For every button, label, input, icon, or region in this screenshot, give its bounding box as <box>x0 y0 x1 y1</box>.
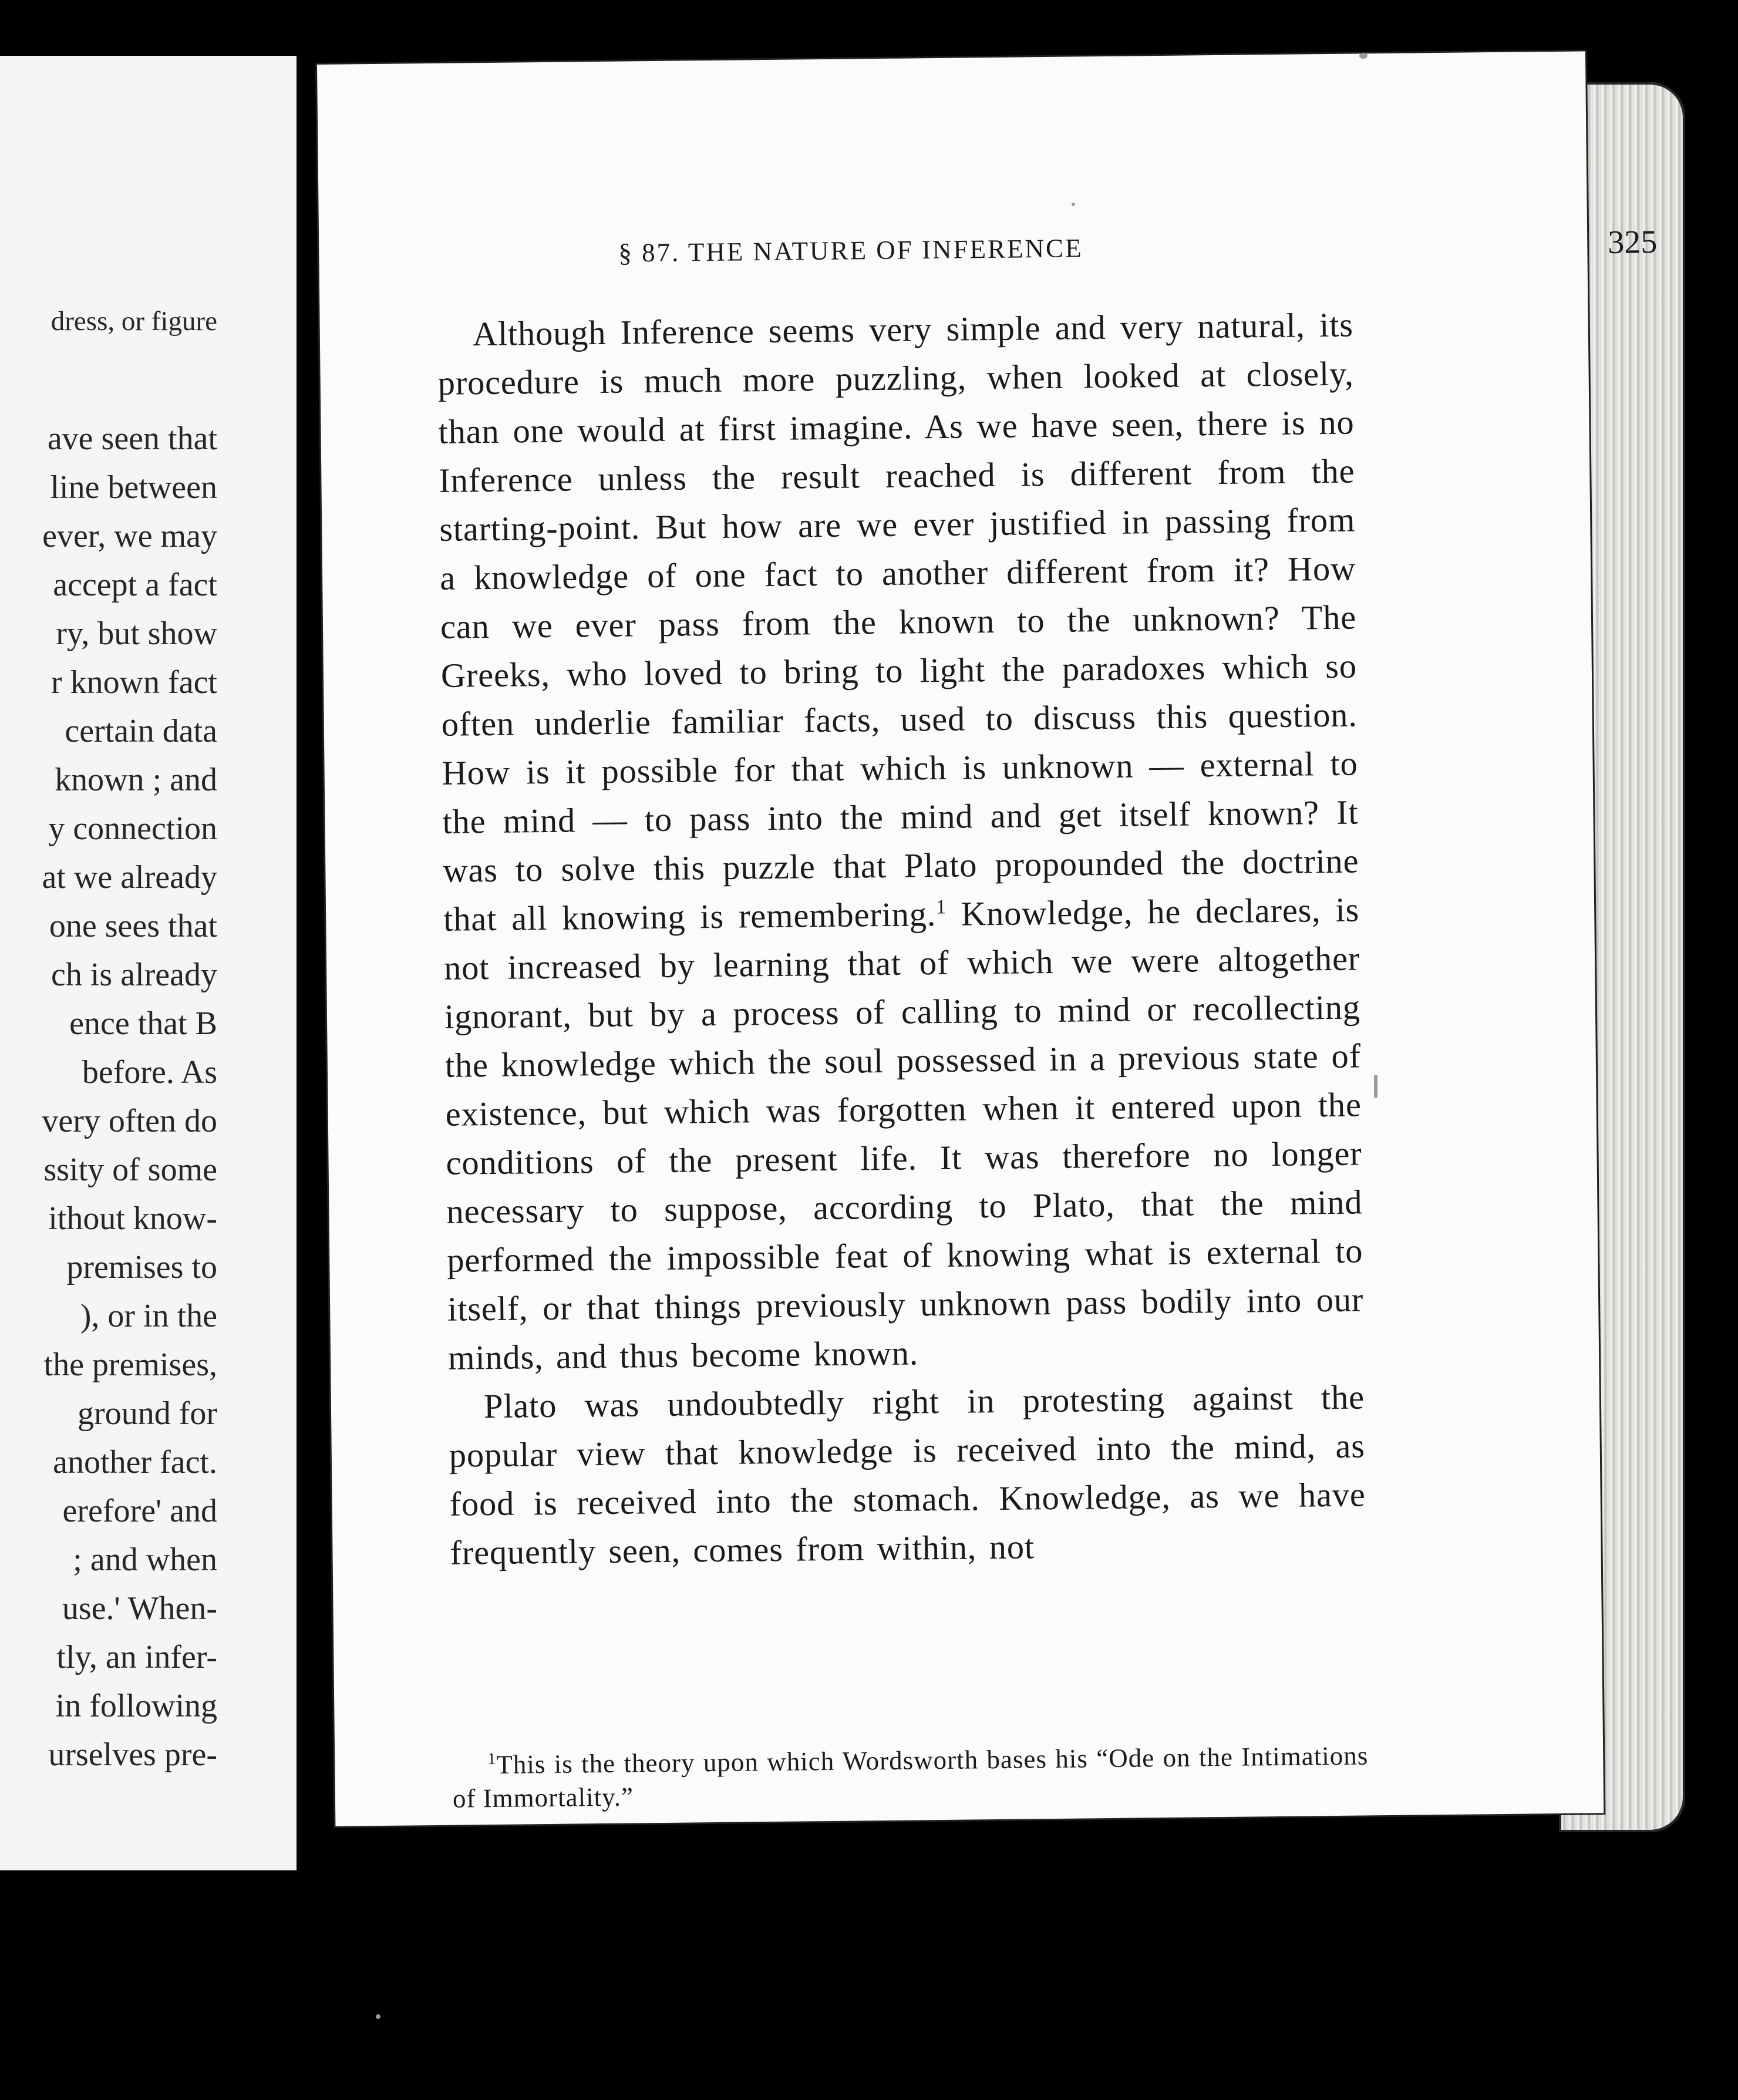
left-page-line: accept a fact <box>53 567 217 603</box>
running-title: § 87. THE NATURE OF INFERENCE <box>618 233 1083 268</box>
left-page-line: known ; and <box>55 762 217 798</box>
right-page <box>317 51 1658 1826</box>
left-page-line: ; and when <box>73 1542 217 1578</box>
left-page-line: tly, an infer- <box>56 1639 217 1675</box>
left-page-line: ave seen that <box>47 420 217 457</box>
footnote-text: This is the theory upon which Wordsworth bases his “Ode on the Intimations of Immortality.” <box>452 1741 1369 1813</box>
left-page-line: r known fact <box>50 664 217 701</box>
left-page-line: y connection <box>48 810 217 847</box>
left-page-line: before. As <box>82 1054 217 1091</box>
left-page-line: another fact. <box>53 1444 217 1480</box>
left-page-line: ever, we may <box>42 518 217 554</box>
scan-speck <box>1374 1075 1377 1098</box>
left-page-line: ), or in the <box>80 1298 217 1334</box>
paragraph-text: Knowledge, he declares, is not increased by learning that of which we were altogether ignorant, but by a process of calling to mind or recollecting the knowledge which the soul possessed in a previous state of existence, but which was forgotten when it entered upon the conditions of the present life. It was therefore no longer necessary to suppose, according to Plato, that the mind performed the impossible feat of knowing what is external to itself, or that things previously unknown pass bodily into our minds, and thus become known. <box>443 890 1364 1377</box>
left-page-line: the premises, <box>43 1347 217 1383</box>
paragraph: Plato was undoubtedly right in protesting against the popular view that knowledge is received into the mind, as food is received into the stomach. Knowledge, as we have frequently seen, comes from within, not <box>449 1378 1366 1572</box>
footnote-reference: 1 <box>935 896 947 918</box>
page-number: 325 <box>1607 224 1658 261</box>
left-page-line: line between <box>50 469 217 506</box>
left-page-line: premises to <box>66 1249 217 1285</box>
left-page-line: erefore' and <box>62 1493 217 1529</box>
left-page-line: ry, but show <box>56 615 217 652</box>
left-page-line: ch is already <box>51 957 217 993</box>
left-page-line: at we already <box>42 859 217 896</box>
left-page-line: in following <box>55 1688 217 1724</box>
footnote <box>452 1739 1369 1815</box>
left-page-line: ence that B <box>69 1005 217 1042</box>
paragraph <box>437 301 1364 1382</box>
left-facing-page <box>0 56 299 1870</box>
left-page-line: ssity of some <box>43 1152 217 1188</box>
paragraph-text: Although Inference seems very simple and very natural, its procedure is much more puzzling, when looked at closely, than one would at first imagine. As we have seen, there is no Inference unless the result reached is different from the starting-point. But how are we ever justified in passing from a knowledge of one fact to another different from it? How can we ever pass from the known to the unknown? The Greeks, who loved to bring to light the paradoxes which so often underlie familiar facts, used to discuss this question. How is it possible for that which is unknown — external to the mind — to pass into the mind and get itself known? It was to solve this puzzle that Plato propounded the doctrine that all knowing is remembering. <box>437 305 1359 938</box>
left-page-line: urselves pre- <box>48 1736 217 1773</box>
body-text <box>437 301 1366 1577</box>
left-page-header: dress, or figure <box>50 306 217 336</box>
left-page-line: use.' When- <box>62 1590 217 1627</box>
left-page-line: certain data <box>65 713 217 749</box>
scan-speck <box>1072 203 1075 206</box>
scan-speck <box>1359 53 1368 59</box>
left-page-line: one sees that <box>49 908 217 944</box>
left-page-line: ground for <box>78 1395 217 1432</box>
footnote-marker: 1 <box>487 1749 497 1769</box>
running-head <box>618 224 1658 279</box>
left-page-line: very often do <box>42 1103 217 1139</box>
scan-speck <box>376 2014 380 2019</box>
left-page-line: ithout know- <box>48 1200 217 1237</box>
